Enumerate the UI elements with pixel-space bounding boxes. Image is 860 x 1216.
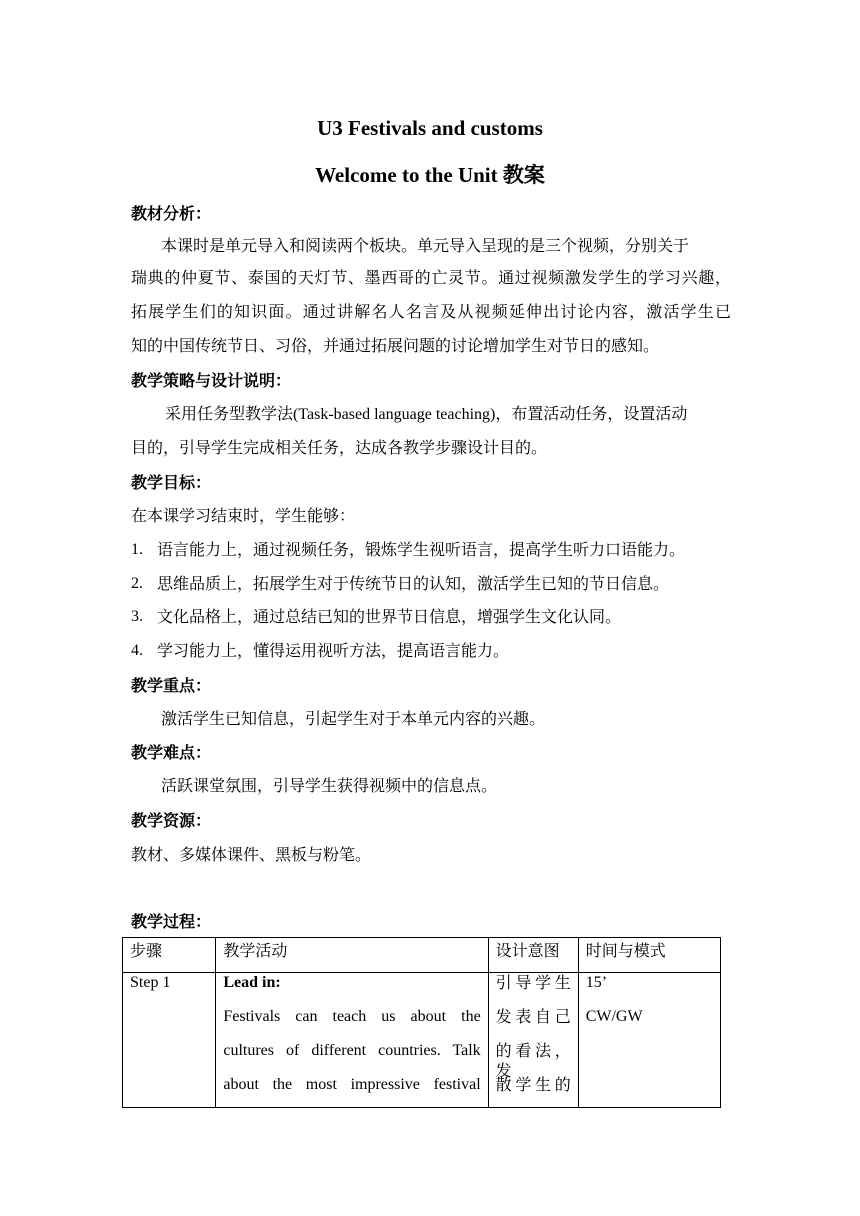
strategy-heading: 教学策略与设计说明：	[131, 371, 292, 390]
column-header-intent: 设计意图	[488, 938, 578, 973]
difficulties-heading: 教学难点：	[131, 743, 212, 762]
objective-text: 思维品质上，拓展学生对于传统节日的认知，激活学生已知的节日信息。	[157, 574, 670, 593]
column-header-activity: 教学活动	[216, 938, 488, 973]
objective-number: 3.	[131, 608, 143, 625]
intent-line: 引导学生	[495, 973, 571, 992]
key-points-heading: 教学重点：	[131, 676, 212, 695]
step-label: Step 1	[130, 974, 171, 991]
difficulties-text: 活跃课堂氛围，引导学生获得视频中的信息点。	[161, 776, 498, 795]
intent-cell	[488, 973, 578, 1108]
objective-text: 语言能力上，通过视频任务，锻炼学生视听语言，提高学生听力口语能力。	[157, 540, 686, 559]
strategy-line: 采用任务型教学法(Task-based language teaching)，布置活动任务，设置活动	[165, 406, 688, 423]
analysis-line: 本课时是单元导入和阅读两个板块。单元导入呈现的是三个视频，分别关于	[161, 236, 690, 255]
analysis-line: 拓展学生们的知识面。通过讲解名人名言及从视频延伸出讨论内容，激活学生已	[131, 302, 731, 321]
objective-number: 1.	[131, 541, 143, 558]
objectives-intro: 在本课学习结束时，学生能够：	[131, 506, 356, 525]
objectives-heading: 教学目标：	[131, 473, 212, 492]
objective-number: 2.	[131, 575, 143, 592]
column-header-step: 步骤	[123, 938, 216, 973]
objective-text: 学习能力上，懂得运用视听方法，提高语言能力。	[157, 641, 510, 660]
objective-number: 4.	[131, 642, 143, 659]
time-mode-cell	[578, 973, 720, 1108]
analysis-heading: 教材分析：	[131, 204, 212, 223]
table-row	[123, 973, 721, 1108]
intent-line: 的看法，发	[495, 1041, 571, 1080]
process-table	[122, 937, 721, 1108]
mode-value: CW/GW	[585, 1008, 643, 1025]
process-heading: 教学过程：	[131, 912, 212, 931]
intent-line: 散学生的	[495, 1075, 571, 1094]
activity-line: cultures of different countries. Talk	[223, 1042, 481, 1059]
activity-line: Festivals can teach us about the	[223, 1008, 481, 1025]
time-value: 15’	[585, 974, 608, 991]
objective-text: 文化品格上，通过总结已知的世界节日信息，增强学生文化认同。	[157, 607, 622, 626]
activity-line: about the most impressive festival	[223, 1076, 481, 1093]
activity-title: Lead in:	[223, 974, 281, 991]
resources-heading: 教学资源：	[131, 811, 212, 830]
analysis-line: 瑞典的仲夏节、泰国的天灯节、墨西哥的亡灵节。通过视频激发学生的学习兴趣，	[131, 268, 731, 287]
key-points-text: 激活学生已知信息，引起学生对于本单元内容的兴趣。	[161, 709, 546, 728]
column-header-time-mode: 时间与模式	[578, 938, 720, 973]
intent-line: 发表自己	[495, 1007, 571, 1026]
activity-cell	[216, 973, 488, 1108]
table-header-row	[123, 938, 721, 973]
strategy-line: 目的，引导学生完成相关任务，达成各教学步骤设计目的。	[131, 438, 548, 457]
step-cell	[123, 973, 216, 1108]
document-title: U3 Festivals and customs	[317, 116, 543, 140]
resources-text: 教材、多媒体课件、黑板与粉笔。	[131, 845, 372, 864]
analysis-line: 知的中国传统节日、习俗，并通过拓展问题的讨论增加学生对节日的感知。	[131, 336, 660, 355]
document-subtitle: Welcome to the Unit 教案	[315, 163, 545, 187]
